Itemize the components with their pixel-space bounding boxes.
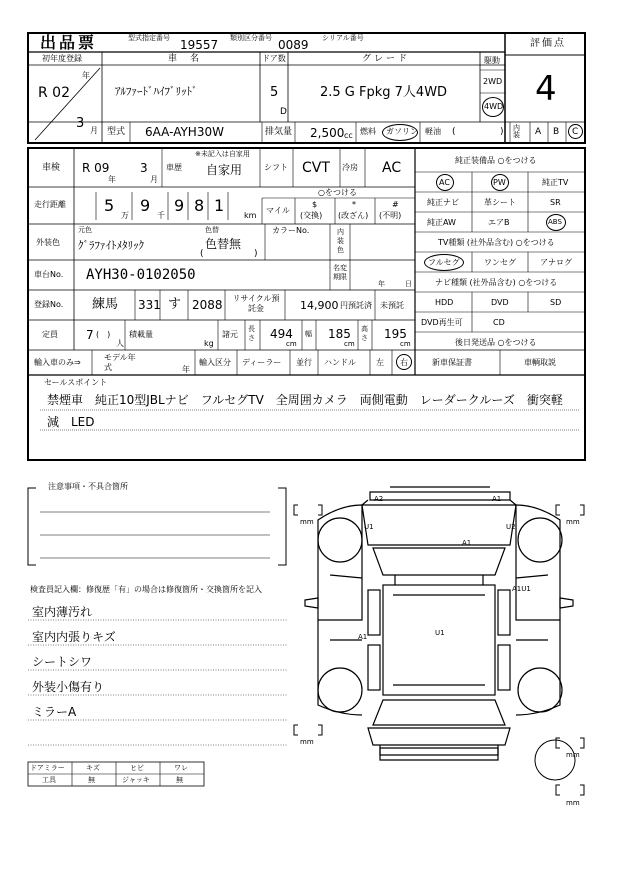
color-paren-left: ( bbox=[200, 249, 204, 259]
damage-mark-right-door: A1U1 bbox=[512, 585, 531, 593]
mile-label: マイル bbox=[266, 206, 290, 215]
mark-hash-sub: (不明) bbox=[379, 211, 402, 220]
orig-color-label: 元色 bbox=[78, 226, 92, 234]
first-reg-month-unit: 月 bbox=[90, 126, 98, 135]
grade-value: 2.5 G Fpkg 7人4WD bbox=[320, 85, 448, 100]
notes-label: 注意事項・不具合箇所 bbox=[48, 482, 128, 491]
displacement-value: 2,500 bbox=[310, 126, 345, 140]
sales-point-line-2: 減 LED bbox=[47, 415, 95, 429]
length-label: 長さ bbox=[248, 325, 255, 342]
sales-point-line-1: 禁煙車 純正10型JBLナビ フルセグTV 全周囲カメラ 両側電動 レーダークルーズ 衝突軽 bbox=[47, 393, 563, 407]
fuel-label: 燃料 bbox=[360, 127, 376, 136]
mm-front-left: mm bbox=[300, 518, 314, 526]
tv-analog: アナログ bbox=[540, 258, 572, 267]
import-only-label: 輸入車のみ⇒ bbox=[34, 358, 81, 367]
interior-b: B bbox=[553, 127, 560, 137]
mileage-digit-2: 9 bbox=[140, 196, 151, 215]
interior-a: A bbox=[535, 127, 542, 137]
damage-mark-left-fender: U1 bbox=[364, 523, 374, 531]
title-exp-year: 年 bbox=[378, 280, 385, 288]
model-year-unit: 年 bbox=[182, 365, 190, 374]
equip-pw: PW bbox=[493, 178, 506, 187]
reg-class: 331 bbox=[138, 298, 161, 312]
legend-break: ワレ bbox=[174, 764, 188, 772]
class-no: 0089 bbox=[278, 38, 309, 52]
type-no-label: 型式指定番号 bbox=[128, 34, 170, 42]
length-value: 494 bbox=[270, 327, 293, 341]
equip-ac: AC bbox=[439, 178, 450, 187]
mileage-digit-1: 5 bbox=[104, 196, 115, 215]
capacity-label: 定員 bbox=[42, 330, 58, 339]
inspection-label: 車検 bbox=[42, 163, 61, 173]
handle-right: 右 bbox=[400, 358, 408, 367]
cd-label: CD bbox=[493, 318, 505, 327]
legend-jack-value: 無 bbox=[176, 776, 183, 784]
displacement-unit: cc bbox=[344, 131, 353, 140]
mileage-man-unit: 万 bbox=[121, 211, 129, 220]
reg-label: 登録No. bbox=[34, 300, 64, 309]
doors-value: 5 bbox=[270, 85, 279, 100]
doors-label: ドア数 bbox=[262, 54, 286, 63]
height-label: 高さ bbox=[361, 325, 368, 342]
later-ship-header: 後日発送品 ○をつける bbox=[455, 338, 537, 347]
first-reg-label: 初年度登録 bbox=[42, 54, 82, 63]
legend-mirror: ドアミラー bbox=[30, 764, 65, 772]
color-no-label: カラーNo. bbox=[272, 226, 310, 235]
ac-value: AC bbox=[382, 160, 402, 176]
ac-label: 冷房 bbox=[342, 163, 358, 172]
dims-label: 諸元 bbox=[222, 330, 238, 339]
tv-oneseg: ワンセグ bbox=[484, 258, 516, 267]
mileage-mark-note: ○をつける bbox=[318, 188, 357, 197]
form-title: 出品票 bbox=[40, 33, 98, 52]
inspection-value: R 09 bbox=[82, 161, 110, 175]
capacity-value: 7 bbox=[86, 328, 94, 342]
mm-rear-left: mm bbox=[300, 738, 314, 746]
mileage-label: 走行距離 bbox=[34, 200, 66, 209]
mm-rear-right: mm bbox=[566, 751, 580, 759]
note-line-1: 室内薄汚れ bbox=[32, 605, 93, 619]
height-value: 195 bbox=[384, 327, 407, 341]
score-value: 4 bbox=[535, 69, 557, 109]
title-exp-day: 日 bbox=[405, 280, 412, 288]
inspection-month: 3 bbox=[140, 161, 148, 175]
navi-header: ナビ種類 (社外品含む) ○をつける bbox=[435, 278, 558, 287]
navi-hdd: HDD bbox=[435, 298, 454, 307]
exterior-color-label: 外装色 bbox=[36, 238, 60, 247]
damage-mark-right-fender: U2 bbox=[506, 523, 516, 531]
width-label: 幅 bbox=[305, 330, 312, 338]
drive-label: 駆動 bbox=[484, 56, 500, 65]
recycle-label: リサイクル預託金 bbox=[232, 294, 280, 313]
reg-kana: す bbox=[168, 297, 182, 312]
damage-mark-front-right: A1 bbox=[492, 495, 502, 503]
mileage-km-unit: km bbox=[244, 211, 257, 220]
import-type-label: 輸入区分 bbox=[199, 358, 231, 367]
damage-mark-hood: A1 bbox=[462, 539, 472, 547]
fuel-light-oil: 軽油 bbox=[425, 127, 441, 136]
sales-point-label: セールスポイント bbox=[44, 378, 108, 387]
equip-abs: ABS bbox=[548, 218, 562, 226]
history-label: 車歴 bbox=[166, 163, 182, 172]
model-label: 型式 bbox=[107, 127, 126, 137]
score-label: 評価点 bbox=[530, 38, 566, 49]
mark-dollar-sub: (交換) bbox=[300, 211, 323, 220]
equip-airbag: エアB bbox=[488, 218, 510, 227]
mark-hash: # bbox=[392, 200, 399, 209]
car-name: ｱﾙﾌｧｰﾄﾞﾊｲﾌﾞﾘｯﾄﾞ bbox=[115, 85, 198, 98]
legend-jack: ジャッキ bbox=[122, 776, 150, 784]
color-change-value: 色替無 bbox=[205, 237, 242, 251]
fuel-gasoline: ガソリン bbox=[386, 127, 418, 136]
legend-tools-value: 無 bbox=[88, 776, 95, 784]
equip-aw: 純正AW bbox=[427, 218, 456, 227]
navi-sd: SD bbox=[550, 298, 562, 307]
drive-4wd: 4WD bbox=[484, 102, 504, 111]
legend-crack: ヒビ bbox=[130, 764, 144, 772]
tv-header: TV種類 (社外品含む) ○をつける bbox=[438, 238, 555, 247]
mark-dollar: $ bbox=[312, 200, 318, 209]
tv-fullseg: フルセグ bbox=[428, 258, 460, 267]
import-dealer: ディーラー bbox=[242, 358, 282, 367]
mark-star: * bbox=[352, 200, 356, 209]
interior-c: C bbox=[572, 127, 579, 137]
equip-leather: 革シート bbox=[484, 198, 516, 207]
recycle-unit: 円預託済 bbox=[340, 301, 372, 310]
chassis-label: 車台No. bbox=[34, 270, 64, 279]
shift-label: シフト bbox=[264, 163, 288, 172]
first-reg-month: 3 bbox=[76, 116, 85, 131]
reg-area: 練馬 bbox=[92, 297, 119, 312]
model-year-label: モデル年式 bbox=[104, 353, 136, 372]
car-diagram bbox=[305, 487, 573, 760]
shift-value: CVT bbox=[302, 160, 330, 176]
mm-spare: mm bbox=[566, 799, 580, 807]
inspection-year-unit: 年 bbox=[108, 175, 116, 184]
class-no-label: 類別区分番号 bbox=[230, 34, 272, 42]
door-type: D bbox=[280, 107, 287, 117]
capacity-unit: 人 bbox=[116, 339, 124, 348]
handle-label: ハンドル bbox=[324, 358, 356, 367]
height-unit: cm bbox=[400, 340, 411, 348]
width-unit: cm bbox=[344, 340, 355, 348]
dvd-play-label: DVD再生可 bbox=[421, 318, 463, 327]
handle-left: 左 bbox=[376, 358, 384, 367]
note-line-3: シートシワ bbox=[32, 655, 93, 669]
damage-mark-left-door: A1 bbox=[358, 633, 368, 641]
drive-2wd: 2WD bbox=[483, 77, 503, 86]
grade-label: グレード bbox=[362, 54, 411, 64]
equip-sr: SR bbox=[550, 198, 561, 207]
legend-tools: 工具 bbox=[42, 776, 56, 784]
orig-color-value: ｸﾞﾗﾌｧｲﾄﾒﾀﾘｯｸ bbox=[78, 239, 144, 252]
legend-scratch: キズ bbox=[86, 764, 100, 772]
interior-label: 内装 bbox=[513, 124, 520, 139]
note-line-5: ミラーA bbox=[32, 705, 77, 719]
model-value: 6AA-AYH30W bbox=[145, 125, 224, 139]
type-no: 19557 bbox=[180, 38, 219, 52]
damage-mark-front-left: A2 bbox=[374, 495, 384, 503]
fuel-paren-right: ) bbox=[500, 127, 504, 137]
equip-tv: 純正TV bbox=[542, 178, 569, 187]
import-parallel: 並行 bbox=[296, 358, 312, 367]
inspection-month-unit: 月 bbox=[150, 175, 158, 184]
capacity-paren: ( ) bbox=[96, 330, 111, 339]
mileage-sen-unit: 千 bbox=[157, 211, 165, 220]
damage-mark-roof: U1 bbox=[435, 629, 445, 637]
inspector-label: 検査員記入欄：修復歴「有」の場合は修復箇所・交換箇所を記入 bbox=[30, 585, 262, 594]
load-label: 積載量 bbox=[129, 330, 153, 339]
note-line-2: 室内内張りキズ bbox=[32, 630, 116, 644]
mm-front-right: mm bbox=[566, 518, 580, 526]
interior-color-label: 内装色 bbox=[337, 228, 344, 254]
navi-dvd: DVD bbox=[491, 298, 509, 307]
note-line-4: 外装小傷有り bbox=[32, 680, 105, 694]
serial-label: シリアル番号 bbox=[322, 34, 364, 42]
color-change-label: 色替 bbox=[205, 226, 219, 234]
new-car-warranty: 新車保証書 bbox=[432, 358, 472, 367]
mark-star-sub: (改ざん) bbox=[338, 211, 369, 220]
reg-number: 2088 bbox=[192, 298, 223, 312]
first-reg-year: R 02 bbox=[38, 85, 70, 101]
chassis-value: AYH30-0102050 bbox=[86, 267, 196, 283]
load-unit: kg bbox=[204, 339, 214, 348]
color-paren-right: ) bbox=[254, 249, 258, 259]
title-exp-label: 名変期限 bbox=[333, 264, 347, 281]
history-note: ※未記入は自家用 bbox=[195, 150, 250, 158]
fuel-paren-left: ( bbox=[452, 127, 456, 137]
width-value: 185 bbox=[328, 327, 351, 341]
equip-header: 純正装備品 ○をつける bbox=[455, 156, 537, 165]
recycle-unpaid: 未預託 bbox=[380, 301, 404, 310]
mileage-digit-4: 8 bbox=[194, 196, 205, 215]
equip-navi: 純正ナビ bbox=[427, 198, 459, 207]
vehicle-manual: 車輌取説 bbox=[524, 358, 556, 367]
car-name-label: 車 名 bbox=[168, 54, 202, 64]
mileage-digit-5: 1 bbox=[214, 196, 225, 215]
first-reg-year-unit: 年 bbox=[82, 71, 90, 80]
displacement-label: 排気量 bbox=[265, 127, 293, 137]
history-value: 自家用 bbox=[206, 163, 243, 177]
mileage-digit-3: 9 bbox=[174, 196, 185, 215]
length-unit: cm bbox=[286, 340, 297, 348]
recycle-value: 14,900 bbox=[300, 299, 339, 312]
